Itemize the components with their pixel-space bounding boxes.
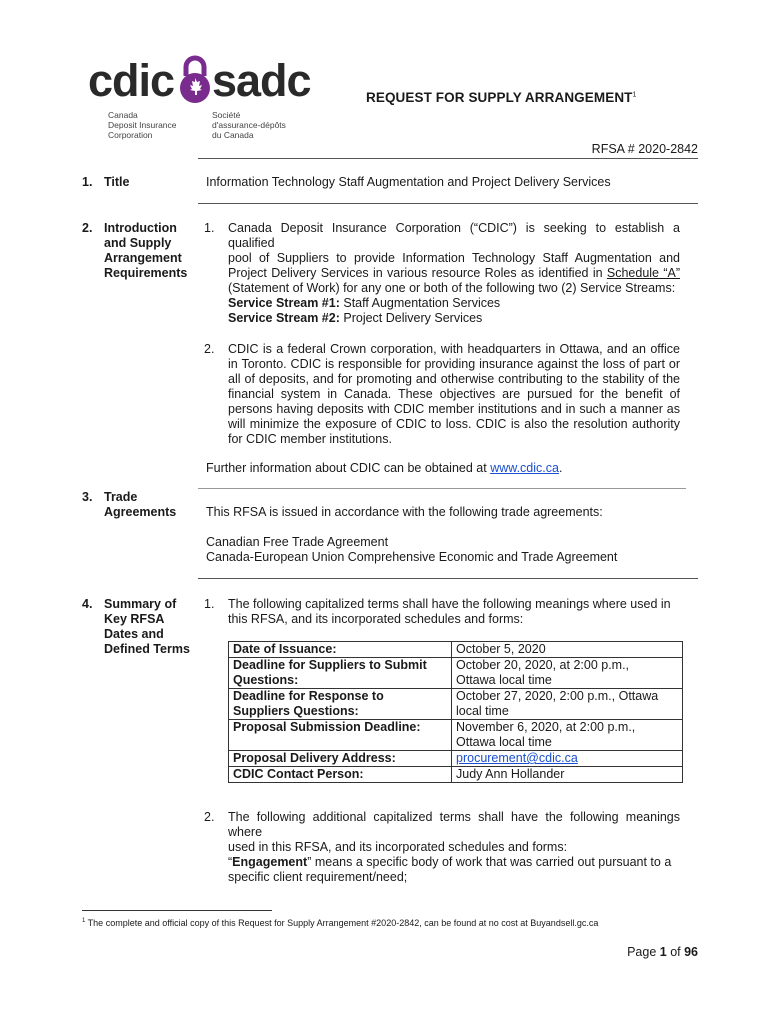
section-1-number: 1. [82,175,93,189]
footnote-divider [82,910,272,911]
divider [198,578,698,579]
table-row: Proposal Submission Deadline: November 6, 2020, at 2:00 p.m., Ottawa local time [229,720,683,751]
footnote: $^1$ The complete and official copy of this Request for Supply Arrangement #2020-2842, can be found at no cost at Buyandsell.gc.ca [82,918,599,928]
section-3-text: This RFSA is issued in accordance with the following trade agreements: [206,505,603,519]
divider [198,488,686,489]
list-item: Canada-European Union Comprehensive Economic and Trade Agreement [206,550,618,564]
table-row: Deadline for Suppliers to Submit Questions: October 20, 2020, at 2:00 p.m., Ottawa local time [229,658,683,689]
table-row: Date of Issuance: October 5, 2020 [229,642,683,658]
logo-wordmark-sadc: sadc [212,55,311,106]
section-2-number: 2. [82,221,93,235]
section-1-text: Information Technology Staff Augmentation and Project Delivery Services [206,175,611,189]
list-item: Canadian Free Trade Agreement [206,535,389,549]
engagement-definition: “Engagement” means a specific body of work that was carried out pursuant to a specific client requirement/need; [228,855,672,884]
divider [198,158,698,159]
padlock-maple-leaf-icon [178,54,212,106]
cdic-sadc-logo [88,52,318,142]
logo-subtitle-english: Canada Deposit Insurance Corporation [108,110,177,140]
section-4-item-1: The following capitalized terms shall have the following meanings where used in this RFSA, and its incorporated schedules and forms: [228,597,671,626]
section-2-label: Introduction and Supply Arrangement Requirements [104,221,188,280]
section-3-label: Trade Agreements [104,490,177,519]
list-number: 2. [204,810,215,824]
list-number: 1. [204,221,215,235]
section-3-number: 3. [82,490,93,504]
section-2-item-1: Canada Deposit Insurance Corporation (“CDIC”) is seeking to establish a qualified pool of Suppliers to provide Information Technology Staff Augmentation and Project Delivery Services in various resource Roles as identified in Schedule “A” (Statement of Work) for any one or both of the following two (2) Service Streams: [228,221,680,295]
list-number: 1. [204,597,215,611]
footnote-ref: 1 [632,91,637,99]
table-row: Proposal Delivery Address: procurement@cdic.ca [229,751,683,767]
key-dates-table [228,641,683,783]
document-title [366,90,637,105]
service-streams: Service Stream #1: Staff Augmentation Services Service Stream #2: Project Delivery Services [228,296,501,325]
document-title-text: REQUEST FOR SUPPLY ARRANGEMENT [366,90,633,105]
table-row: Deadline for Response to Suppliers Questions: October 27, 2020, 2:00 p.m., Ottawa local time [229,689,683,720]
section-2-item-2: CDIC is a federal Crown corporation, with headquarters in Ottawa, and an office in Toronto. CDIC is responsible for providing insurance against the loss of part or all of deposits, and for promoting and otherwise contributing to the stability of the financial system in Canada. These objectives are pursued for the benefit of persons having deposits with CDIC member institutions and in such a manner as will minimize the exposure of CDIC to loss. CDIC is also the resolution authority for CDIC member institutions. [228,342,680,446]
rfsa-number: RFSA # 2020-2842 [591,142,698,156]
section-4-item-2: The following additional capitalized terms shall have the following meanings where used in this RFSA, and its incorporated schedules and forms: [228,810,680,854]
list-number: 2. [204,342,215,356]
procurement-email-link[interactable]: procurement@cdic.ca [456,751,578,765]
divider [198,203,698,204]
page-number: Page 1 of 96 [627,945,698,959]
schedule-a-link[interactable]: Schedule “A” [606,266,680,280]
logo-subtitle-french: Société d'assurance-dépôts du Canada [212,110,286,140]
section-4-label: Summary of Key RFSA Dates and Defined Terms [104,597,190,656]
section-1-label: Title [104,175,130,189]
further-info: Further information about CDIC can be obtained at www.cdic.ca. [206,461,563,475]
table-row: CDIC Contact Person: Judy Ann Hollander [229,767,683,783]
section-4-number: 4. [82,597,93,611]
trade-agreements-list [206,535,617,565]
cdic-website-link[interactable]: www.cdic.ca [490,461,559,475]
logo-wordmark-cdic: cdic [88,55,175,106]
